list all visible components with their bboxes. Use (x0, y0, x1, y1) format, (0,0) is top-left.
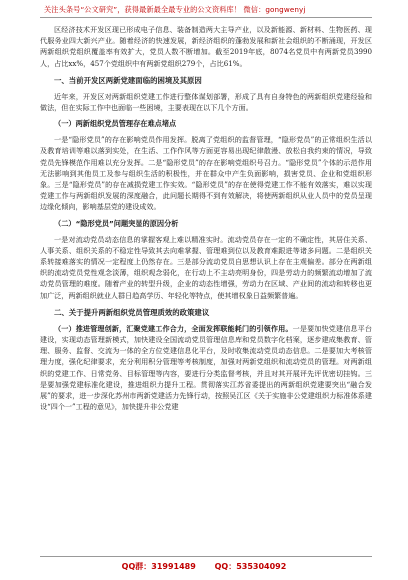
qq-group: QQ群：31991489 (121, 562, 196, 571)
recommendation-lead: （一）推进管理创新，汇聚党建工作合力，全面发挥联能耗门的引领作用。 (54, 323, 293, 333)
paragraph-causes: 一是对流动党员动态信息的掌握客观上难以精准实时。流动党员存在一定的不确定性，其居住关系、人事关系、组织关系的不稳定性导致其去向难掌握、管理难到位以及教育难跟进等诸多问题。二是组织关系转接难落实的情况一定程度上仍然存在。三是部分流动党员自思想认识上存在主观偏差。部分在两新组织的流动党员党性观念淡薄，组织观念弱化，在行动上不主动亮明身份，四是劳动力的频繁流动增加了流动党员管理的难度。随着产业的转型升级，企业的动态性增强，劳动力在区域、产业间的流动和转移也更加广泛，两新组织就业人群日趋高学历、年轻化等特点，使其增权象日益频繁普遍。 (40, 234, 372, 300)
qq-number: QQ：535304092 (214, 562, 287, 571)
top-divider (40, 17, 372, 18)
bottom-contact (0, 561, 408, 572)
bottom-banner (0, 556, 408, 576)
section-heading-1: 一、当前开发区两新党建面临的困境及其原因 (54, 75, 202, 85)
paragraph-difficulties: 一是“隐形党员”的存在影响党员作用发挥。脱离了党组织的监督管理，“隐形党员”的正常组织生活以及教育培训等难以落到实处，在生活、工作作风等方面更容易出现纪律散漫、放松自我约束的情况，导致党员先锋模范作用难以充分发挥。二是“隐形党员”的存在影响党组织号召力。“隐形党员”个体的示范作用无法影响到其他员工及参与组织生活的积极性，并在群众中产生负面影响，损害党员、企业和党组织形象。三是“隐形党员”的存在减损党建工作实效。“隐形党员”的存在使得党建工作不能有效落实，难以实现党建工作与两新组织发展的深度融合，此问题长期得不到有效解决，将使两新组织从业人员中的党员呈现边缘化倾向，影响基层党的建设成效。 (40, 135, 372, 212)
subsection-heading-2: （二）“隐形党员”问题突显的原因分析 (54, 218, 179, 228)
subsection-heading-1: （一）两新组织党员管理存在难点堵点 (54, 119, 177, 129)
recommendation-text: 一是要加快党建信息平台建设，实现动态管理新模式，加快建设全国流动党员管理信息库和党员数字化档案，逐步建成集教育、管理、服务、监督、交流为一体的全方位党建信息化平台，及时收集流动党员动态信息。二是要加大考核管理力度，强化纪律要求，充分利用积分管理等考核制度，加强对两新党组织和流动党员的管理。对两新组织的党建工作、日常党务、目标管理等内容，要进行分类监督考核，并且对其开展评先评优密切挂钩。三是要加强党建标准化建设，推进组织力提升工程。贯彻落实江苏省委提出的两新组织党建要突出“融合发展”的要求，进一步深化苏州市两新党建活力先锋行动，按照吴江区《关于实施非公党建组织力标准体系建设“四个一”工程的意见》，加快提升非公党建 (40, 323, 373, 412)
paragraph-intro: 区经济技术开发区现已形成电子信息、装备制造两大主导产业，以及新能源、新材料、生物医药、现代服务业四大新兴产业。随着经济的快速发展，新经济组织的蓬勃发展和新社会组织的不断涌现，开发区两新组织党组织覆盖率有效扩大，党员人数不断增加。截至2019年底，8074名党员中有两新党员3990人，占比xx%，457个党组织中有两新党组织279个，占比61%。 (40, 25, 372, 68)
bottom-divider (40, 556, 372, 557)
section-heading-2: 二、关于提升两新组织党员管理质效的政策建议 (54, 307, 210, 317)
top-banner (0, 0, 408, 20)
paragraph-recommendations (40, 323, 372, 413)
paragraph-overview: 近年来，开发区对两新组织党建工作进行整体谋划部署，形成了具有自身特色的两新组织党建经验和做法，但在实际工作中也面临一些困境，主要表现在以下几个方面。 (40, 91, 372, 113)
document-body (40, 24, 372, 414)
top-banner-notice: 关注头条号“公文研究”，获得最新最全最专业的公文资料库！ 微信：gongwenyj (44, 5, 306, 14)
